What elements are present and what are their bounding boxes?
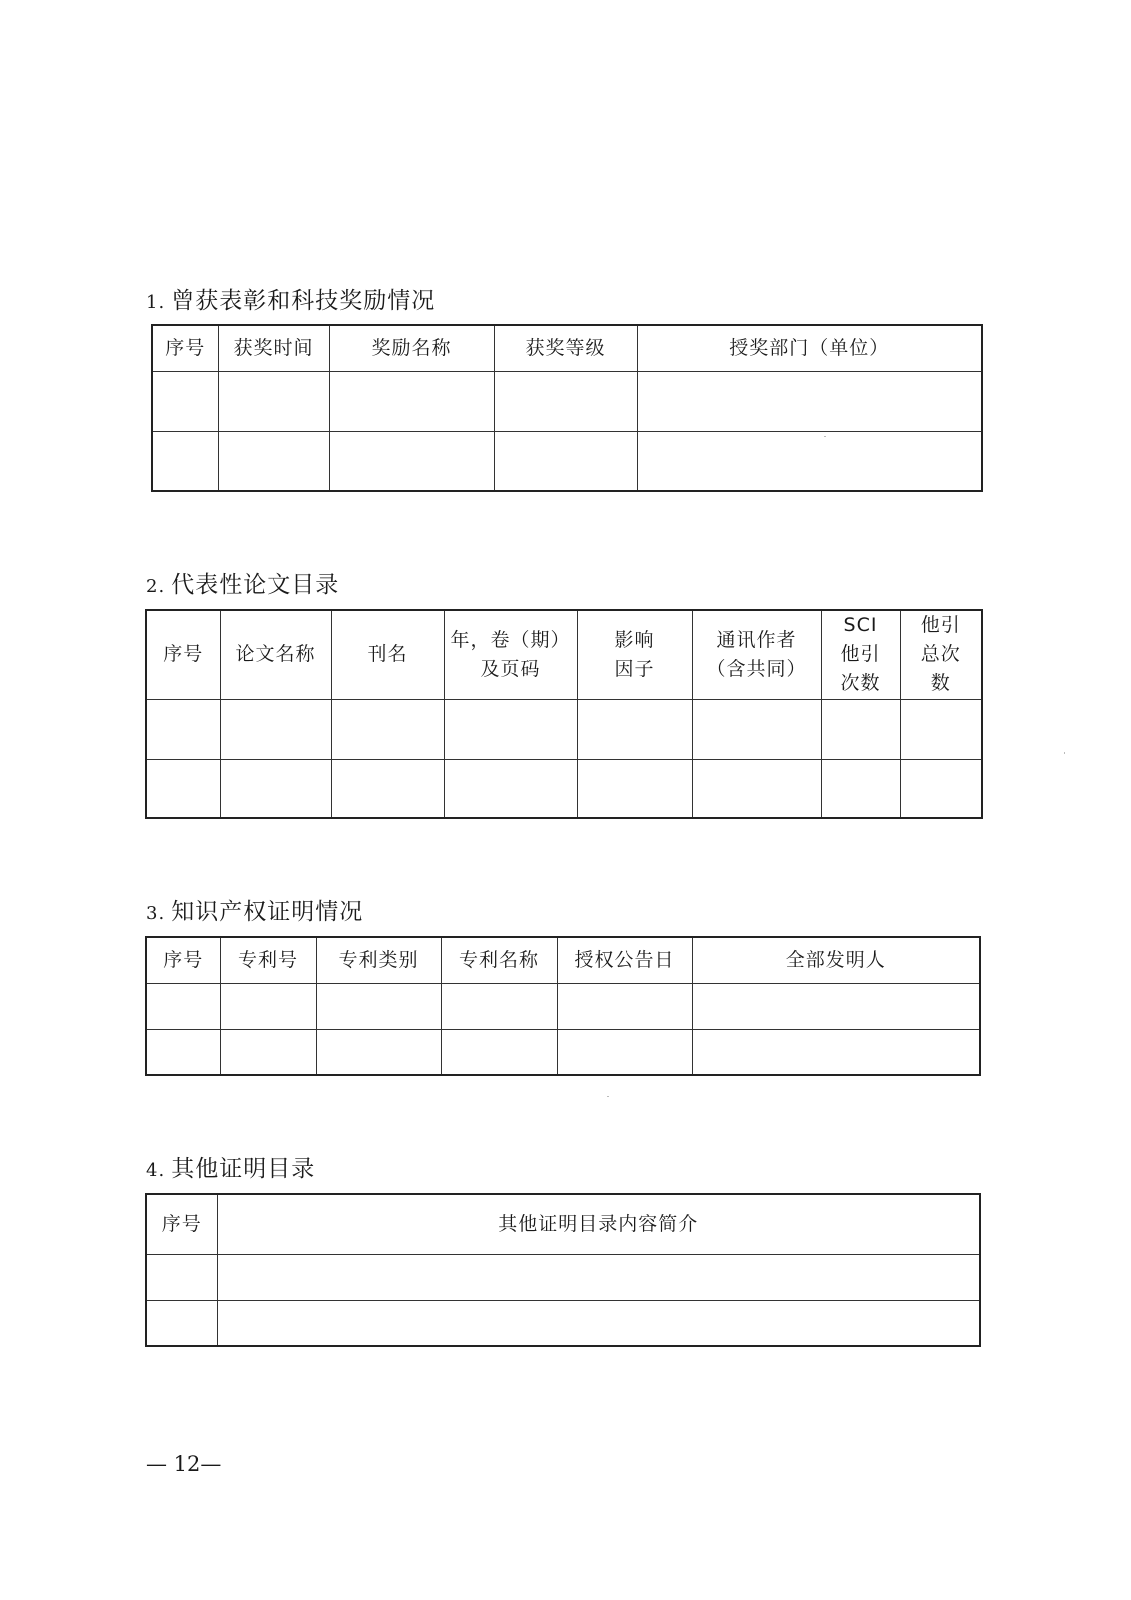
table-row [146, 759, 982, 818]
table-cell[interactable] [494, 431, 637, 491]
table-cell[interactable] [821, 759, 900, 818]
table-cell[interactable] [218, 431, 329, 491]
section-1-heading [146, 282, 435, 315]
awards-col-time: 获奖时间 [218, 325, 329, 371]
table-cell[interactable] [152, 431, 218, 491]
table-cell[interactable] [329, 431, 494, 491]
table-cell[interactable] [220, 1029, 316, 1075]
table-cell[interactable] [331, 699, 444, 759]
awards-col-name: 奖励名称 [329, 325, 494, 371]
papers-col-year-volume-pages: 年，卷（期） 及页码 [444, 610, 577, 699]
other-col-index: 序号 [146, 1194, 217, 1254]
table-cell[interactable] [152, 371, 218, 431]
patents-table [145, 936, 981, 1076]
patents-col-index: 序号 [146, 937, 220, 983]
other-certificates-table [145, 1193, 981, 1347]
table-cell[interactable] [577, 759, 692, 818]
patents-col-number: 专利号 [220, 937, 316, 983]
other-header-row [146, 1194, 980, 1254]
papers-col-index: 序号 [146, 610, 220, 699]
table-cell[interactable] [220, 983, 316, 1029]
table-cell[interactable] [217, 1300, 980, 1346]
table-cell[interactable] [444, 699, 577, 759]
papers-header-row [146, 610, 982, 699]
other-col-description: 其他证明目录内容简介 [217, 1194, 980, 1254]
table-cell[interactable] [146, 759, 220, 818]
table-cell[interactable] [220, 699, 331, 759]
table-cell[interactable] [444, 759, 577, 818]
table-cell[interactable] [692, 1029, 980, 1075]
scan-speck [607, 1096, 609, 1097]
awards-col-department: 授奖部门（单位） [637, 325, 982, 371]
section-4-title: 其他证明目录 [171, 1156, 316, 1182]
table-row [146, 699, 982, 759]
section-2-title: 代表性论文目录 [171, 572, 340, 598]
papers-col-title: 论文名称 [220, 610, 331, 699]
table-cell[interactable] [821, 699, 900, 759]
patents-col-inventors: 全部发明人 [692, 937, 980, 983]
table-cell[interactable] [692, 983, 980, 1029]
table-cell[interactable] [217, 1254, 980, 1300]
awards-col-level: 获奖等级 [494, 325, 637, 371]
papers-col-total-citations: 他引 总次 数 [900, 610, 982, 699]
awards-header-row [152, 325, 982, 371]
table-row [146, 1029, 980, 1075]
section-1-number: 1. [146, 292, 166, 313]
section-3-title: 知识产权证明情况 [171, 899, 364, 925]
table-row [146, 1254, 980, 1300]
patents-col-name: 专利名称 [441, 937, 557, 983]
papers-table [145, 609, 983, 819]
scan-speck [824, 436, 826, 437]
table-cell[interactable] [494, 371, 637, 431]
table-cell[interactable] [900, 759, 982, 818]
papers-col-sci-citations: SCI 他引 次数 [821, 610, 900, 699]
section-3-heading [146, 893, 363, 926]
table-cell[interactable] [441, 983, 557, 1029]
table-cell[interactable] [329, 371, 494, 431]
table-cell[interactable] [557, 1029, 692, 1075]
table-cell[interactable] [316, 1029, 441, 1075]
table-cell[interactable] [146, 1300, 217, 1346]
table-cell[interactable] [146, 699, 220, 759]
table-cell[interactable] [900, 699, 982, 759]
section-2-number: 2. [146, 576, 166, 597]
patents-col-grant-date: 授权公告日 [557, 937, 692, 983]
section-1-title: 曾获表彰和科技奖励情况 [171, 288, 436, 314]
awards-table [151, 324, 983, 492]
section-4-number: 4. [146, 1160, 166, 1181]
papers-col-corresponding-author: 通讯作者 （含共同） [692, 610, 821, 699]
scan-speck [1064, 752, 1065, 754]
table-cell[interactable] [331, 759, 444, 818]
table-cell[interactable] [146, 1254, 217, 1300]
table-cell[interactable] [146, 1029, 220, 1075]
table-cell[interactable] [441, 1029, 557, 1075]
table-row [146, 1300, 980, 1346]
patents-header-row [146, 937, 980, 983]
table-cell[interactable] [220, 759, 331, 818]
patents-col-type: 专利类别 [316, 937, 441, 983]
table-row [146, 983, 980, 1029]
table-row [152, 371, 982, 431]
section-2-heading [146, 566, 339, 599]
table-cell[interactable] [316, 983, 441, 1029]
page-number: — 12— [146, 1452, 222, 1476]
section-4-heading [146, 1150, 315, 1183]
table-cell[interactable] [218, 371, 329, 431]
table-row [152, 431, 982, 491]
table-cell[interactable] [146, 983, 220, 1029]
table-cell[interactable] [692, 699, 821, 759]
papers-col-journal: 刊名 [331, 610, 444, 699]
awards-col-index: 序号 [152, 325, 218, 371]
table-cell[interactable] [692, 759, 821, 818]
papers-col-impact-factor: 影响 因子 [577, 610, 692, 699]
table-cell[interactable] [637, 371, 982, 431]
table-cell[interactable] [577, 699, 692, 759]
table-cell[interactable] [557, 983, 692, 1029]
table-cell[interactable] [637, 431, 982, 491]
section-3-number: 3. [146, 903, 166, 924]
